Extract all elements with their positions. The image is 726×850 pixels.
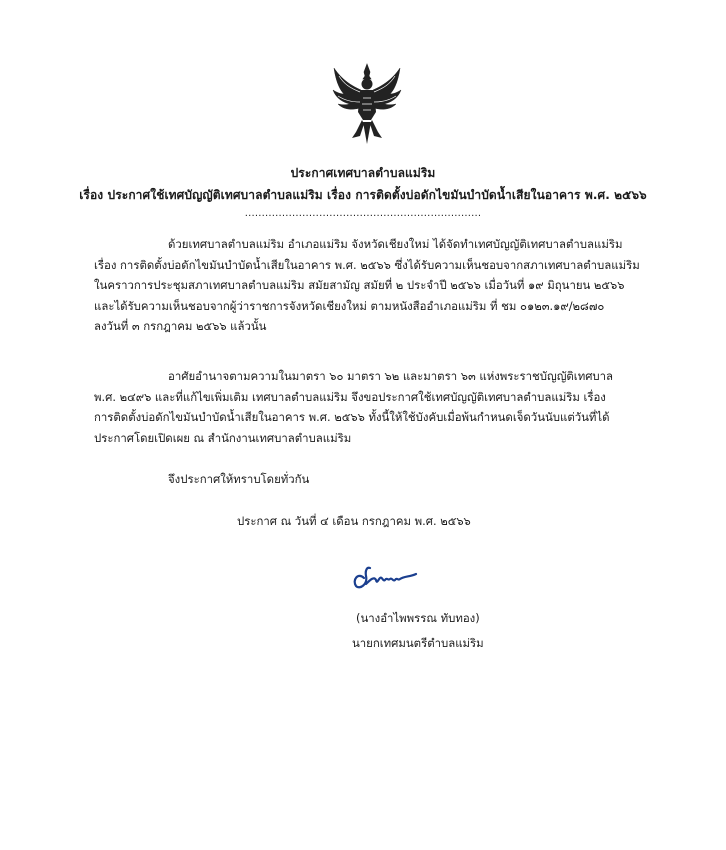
paragraph-line: พ.ศ. ๒๔๙๖ และที่แก้ไขเพิ่มเติม เทศบาลตำบลแม่ริม จึงขอประกาศใช้เทศบัญญัติเทศบาลตำบลแม่ริม เรื่อง (94, 389, 606, 404)
paragraph-authority (94, 366, 654, 448)
closing-statement: จึงประกาศให้ทราบโดยทั่วกัน (168, 472, 310, 486)
signatory-position: นายกเทศมนตรีตำบลแม่ริม (352, 636, 484, 650)
signatory-name: (นางอำไพพรรณ ทับทอง) (356, 611, 480, 625)
paragraph-line: อาศัยอำนาจตามความในมาตรา ๖๐ มาตรา ๖๒ และมาตรา ๖๓ แห่งพระราชบัญญัติเทศบาล (168, 369, 614, 383)
paragraph-line: ลงวันที่ ๓ กรกฎาคม ๒๕๖๖ แล้วนั้น (94, 319, 267, 333)
title-separator: ...................................................................... (244, 208, 482, 219)
announcement-title: ประกาศเทศบาลตำบลแม่ริม (290, 166, 436, 180)
paragraph-line: การติดตั้งบ่อดักไขมันบำบัดน้ำเสียในอาคาร พ.ศ. ๒๕๖๖ ทั้งนี้ให้ใช้บังคับเมื่อพ้นกำหนดเจ็ดวันนับแต่วันที่ได้ (94, 410, 610, 424)
paragraph-line: เรื่อง การติดตั้งบ่อดักไขมันบำบัดน้ำเสียในอาคาร พ.ศ. ๒๕๖๖ ซึ่งได้รับความเห็นชอบจากสภาเทศบาลตำบลแม่ริม (94, 257, 640, 272)
announcement-subject: เรื่อง ประกาศใช้เทศบัญญัติเทศบาลตำบลแม่ริม เรื่อง การติดตั้งบ่อดักไขมันบำบัดน้ำเสียในอาคาร พ.ศ. ๒๕๖๖ (79, 188, 647, 202)
paragraph-line: ประกาศโดยเปิดเผย ณ สำนักงานเทศบาลตำบลแม่ริม (94, 430, 352, 445)
paragraph-line: ในคราวการประชุมสภาเทศบาลตำบลแม่ริม สมัยสามัญ สมัยที่ ๒ ประจำปี ๒๕๖๖ เมื่อวันที่ ๑๙ มิถุนายน ๒๕๖๖ (94, 278, 625, 292)
announcement-date: ประกาศ ณ วันที่ ๔ เดือน กรกฎาคม พ.ศ. ๒๕๖๖ (237, 514, 471, 528)
paragraph-line: ด้วยเทศบาลตำบลแม่ริม อำเภอแม่ริม จังหวัดเชียงใหม่ ได้จัดทำเทศบัญญัติเทศบาลตำบลแม่ริม (168, 237, 623, 251)
garuda-emblem-icon (330, 62, 404, 146)
paragraph-line: และได้รับความเห็นชอบจากผู้ว่าราชการจังหวัดเชียงใหม่ ตามหนังสืออำเภอแม่ริม ที่ ชม ๐๑๒๓.๑๙/๒๘๗๐ (94, 298, 605, 313)
handwritten-signature-icon (350, 564, 420, 594)
paragraph-preamble (94, 234, 654, 337)
